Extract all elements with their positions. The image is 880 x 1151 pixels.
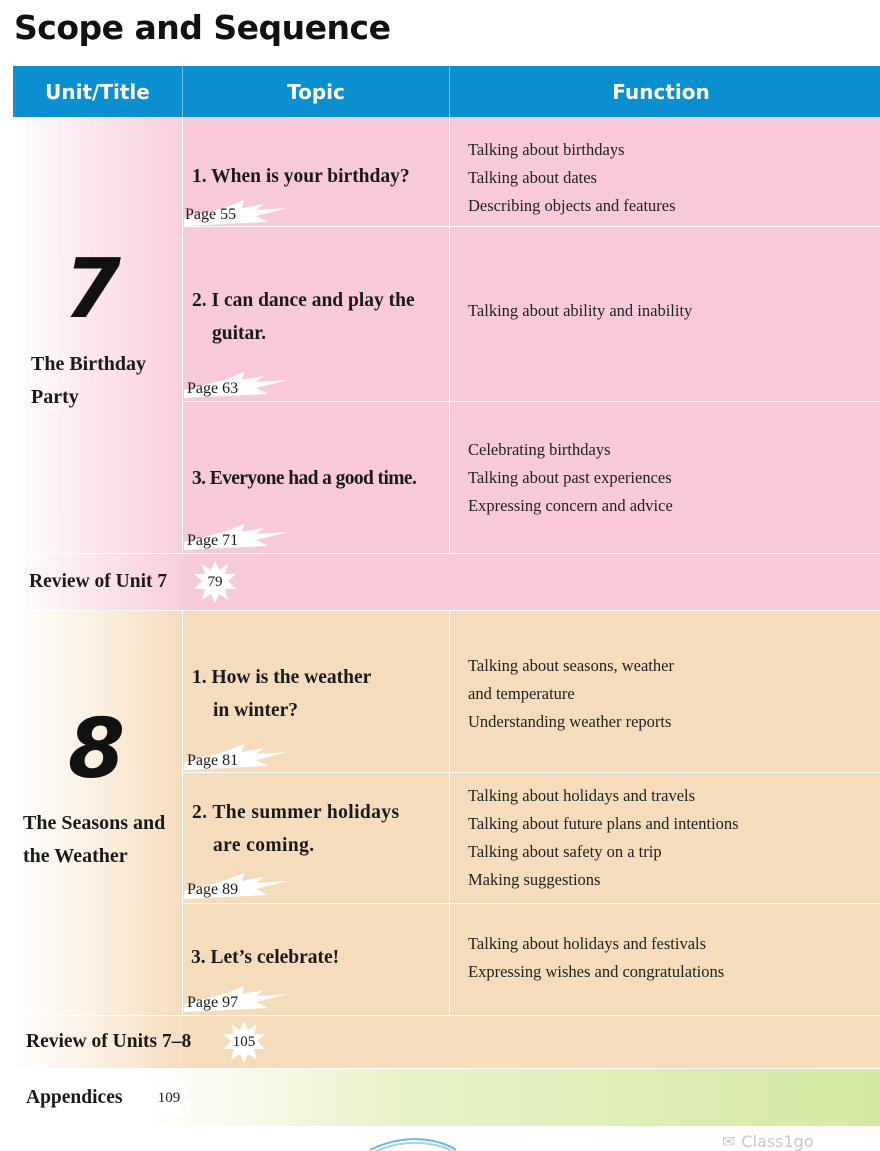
chat-bubble-icon: ✉ [722,1132,736,1151]
topic-line: 2. The summer holidays [192,802,400,823]
unit-name-line: The Seasons and [23,812,166,834]
topic-line: are coming. [213,835,315,856]
function-item: Talking about dates [468,168,597,187]
header-function: Function [450,66,880,117]
function-item: Understanding weather reports [468,712,672,731]
lesson-page[interactable]: Page 97 [187,994,239,1011]
unit-name-line: The Birthday [31,353,147,375]
topic-line: 3. Let’s celebrate! [191,947,340,968]
lesson-page[interactable]: Page 55 [185,206,237,223]
lesson-functions [468,782,739,894]
function-item: Talking about safety on a trip [468,842,662,861]
lesson-page[interactable]: Page 63 [187,380,239,397]
lesson-page[interactable]: Page 71 [187,532,239,549]
lesson-functions [468,436,673,520]
function-item: Expressing wishes and congratulations [468,962,725,981]
appendices-page[interactable]: 109 [157,1090,181,1106]
lesson-functions [468,136,676,220]
unit-number: 7 [64,242,119,337]
topic-line: 2. I can dance and play the [192,290,415,311]
function-item: Talking about future plans and intentions [468,814,739,833]
topic-line: 3. Everyone had a good time. [192,468,417,489]
review-page[interactable]: 79 [207,574,223,590]
lesson-topic [192,284,415,350]
function-item: and temperature [468,684,575,703]
row-divider [13,553,880,554]
row-divider [182,903,880,904]
function-item: Making suggestions [468,870,601,889]
topic-line: in winter? [213,700,299,721]
header-topic: Topic [183,66,449,117]
lesson-topic [192,661,371,727]
wave-logo-icon [368,1134,458,1151]
row-divider [13,610,880,611]
lesson-page[interactable]: Page 81 [187,752,239,769]
column-divider [182,611,183,1015]
header-unit-title: Unit/Title [13,66,182,117]
unit-name [31,348,146,414]
function-item: Talking about birthdays [468,140,625,159]
review-label: Review of Units 7–8 [26,1031,192,1052]
column-divider [449,611,450,1015]
watermark [722,1132,814,1151]
function-item: Describing objects and features [468,196,676,215]
unit-name-line: Party [31,386,79,408]
header-divider [182,66,183,117]
topic-line: 1. When is your birthday? [192,166,410,187]
unit-name-line: the Weather [23,845,128,867]
function-item: Talking about holidays and travels [468,786,696,805]
column-divider [182,117,183,553]
topic-line: guitar. [212,323,266,344]
function-item: Talking about holidays and festivals [468,934,707,953]
page-title: Scope and Sequence [14,8,391,47]
review-label: Review of Unit 7 [29,571,168,592]
unit-name [23,807,165,873]
appendices-label: Appendices [26,1087,123,1108]
lesson-topic [192,160,410,193]
lesson-functions [468,652,674,736]
column-divider [449,117,450,553]
lesson-topic [191,941,339,974]
function-item: Talking about ability and inability [468,301,693,320]
row-divider [13,1068,880,1069]
lesson-topic [192,462,416,495]
header-divider [449,66,450,117]
function-item: Talking about past experiences [468,468,672,487]
watermark-text: Class1go [741,1132,814,1151]
review-page[interactable]: 105 [232,1034,256,1050]
lesson-topic [192,796,399,862]
function-item: Talking about seasons, weather [468,656,674,675]
row-divider [13,1015,880,1016]
lesson-functions [468,297,692,325]
topic-line: 1. How is the weather [192,667,372,688]
lesson-functions [468,930,724,986]
function-item: Expressing concern and advice [468,496,673,515]
appendices-band [13,1069,880,1126]
unit-number: 8 [68,702,123,797]
function-item: Celebrating birthdays [468,440,611,459]
lesson-page[interactable]: Page 89 [187,881,239,898]
